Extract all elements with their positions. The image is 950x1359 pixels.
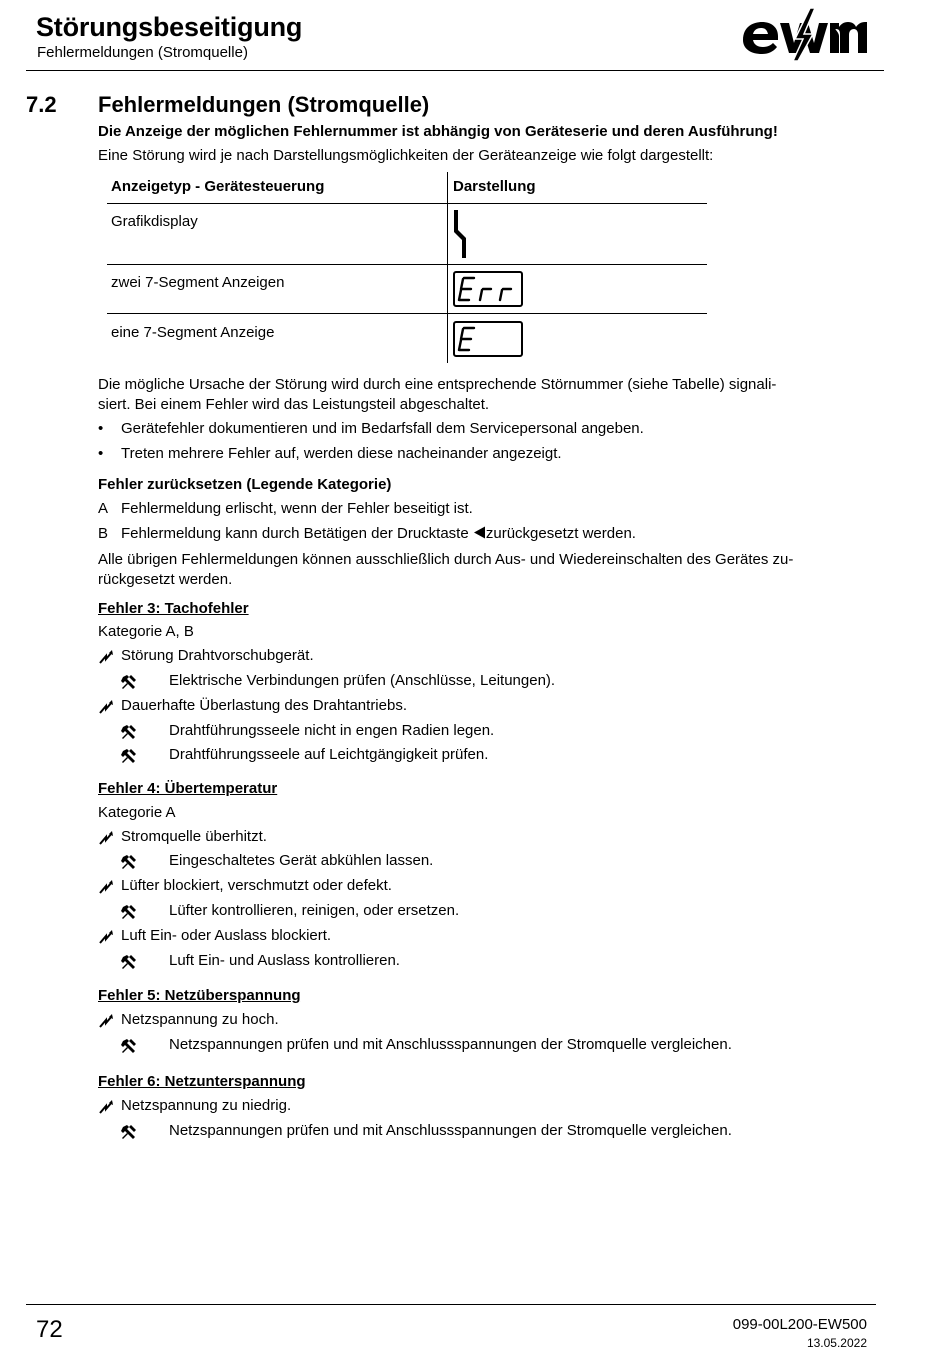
bullet-item: Treten mehrere Fehler auf, werden diese nacheinander angezeigt. [121,445,562,462]
fault-lightning-icon [98,1099,114,1115]
ewm-logo [740,6,868,62]
cause-paragraph-line2: siert. Bei einem Fehler wird das Leistungsteil abgeschaltet. [98,396,490,413]
document-date: 13.05.2022 [806,1336,867,1350]
intro-line: Eine Störung wird je nach Darstellungsmöglichkeiten der Geräteanzeige wie folgt dargestellt: [98,147,714,164]
seven-segment-e-glyph [455,323,521,355]
reset-letter: A [98,500,109,517]
header-title: Störungsbeseitigung [36,12,303,42]
seven-segment-err-display [453,271,523,307]
error-title: Fehler 6: Netzunterspannung [98,1073,306,1090]
fault-lightning-icon [98,929,114,945]
tool-wrench-icon [121,748,137,764]
cause-text: Luft Ein- oder Auslass blockiert. [121,927,332,944]
tool-wrench-icon [121,854,137,870]
cause-text: Netzspannung zu niedrig. [121,1097,292,1114]
fault-lightning-icon [98,879,114,895]
error-title: Fehler 4: Übertemperatur [98,780,278,797]
reset-heading: Fehler zurücksetzen (Legende Kategorie) [98,476,392,493]
cause-text: Dauerhafte Überlastung des Drahtantriebs. [121,697,407,714]
fix-text: Eingeschaltetes Gerät abkühlen lassen. [169,852,434,869]
error-category: Kategorie A [98,804,176,821]
document-code: 099-00L200-EW500 [732,1316,867,1333]
error-title: Fehler 3: Tachofehler [98,600,249,617]
tool-wrench-icon [121,724,137,740]
section-number: 7.2 [26,92,57,117]
table-header-display: Darstellung [453,178,536,195]
page-number: 72 [36,1316,63,1343]
tool-wrench-icon [121,1124,137,1140]
header-divider [26,70,884,71]
cause-text: Netzspannung zu hoch. [121,1011,279,1028]
fix-text: Lüfter kontrollieren, reinigen, oder ersetzen. [169,902,460,919]
cause-paragraph-line1: Die mögliche Ursache der Störung wird durch eine entsprechende Störnummer (siehe Tabelle) signali- [98,376,777,393]
table-row-type: zwei 7-Segment Anzeigen [111,274,285,291]
fix-text: Drahtführungsseele auf Leichtgängigkeit prüfen. [169,746,489,763]
table-row-type: Grafikdisplay [111,213,198,230]
left-arrow-button-icon [473,526,486,539]
fix-text: Netzspannungen prüfen und mit Anschlussspannungen der Stromquelle vergleichen. [169,1036,732,1053]
fix-text: Luft Ein- und Auslass kontrollieren. [169,952,400,969]
seven-segment-err-glyphs [455,273,521,305]
section-title: Fehlermeldungen (Stromquelle) [98,92,430,117]
reset-note-line1: Alle übrigen Fehlermeldungen können ausschließlich durch Aus- und Wiedereinschalten des Gerätes zu- [98,551,794,568]
tool-wrench-icon [121,954,137,970]
tool-wrench-icon [121,1038,137,1054]
cause-text: Stromquelle überhitzt. [121,828,267,845]
tool-wrench-icon [121,904,137,920]
table-row-rule [107,264,707,265]
fault-lightning-icon [98,699,114,715]
fault-lightning-icon [98,830,114,846]
fix-text: Elektrische Verbindungen prüfen (Anschlüsse, Leitungen). [169,672,556,689]
intro-bold-line: Die Anzeige der möglichen Fehlernummer ist abhängig von Geräteserie und deren Ausführung! [98,123,778,140]
fault-lightning-icon [98,1013,114,1029]
tool-wrench-icon [121,674,137,690]
graphic-fault-icon [453,210,469,258]
bullet-item: Gerätefehler dokumentieren und im Bedarfsfall dem Servicepersonal angeben. [121,420,644,437]
seven-segment-e-display [453,321,523,357]
reset-letter: B [98,525,109,542]
fix-text: Drahtführungsseele nicht in engen Radien legen. [169,722,495,739]
fault-lightning-icon [98,649,114,665]
bullet-dot: • [98,445,104,462]
bullet-dot: • [98,420,104,437]
reset-item-text-after: zurückgesetzt werden. [485,525,636,542]
footer-divider [26,1304,876,1305]
cause-text: Störung Drahtvorschubgerät. [121,647,314,664]
header-subtitle: Fehlermeldungen (Stromquelle) [37,44,248,61]
table-header-type: Anzeigetyp - Gerätesteuerung [111,178,325,195]
error-title: Fehler 5: Netzüberspannung [98,987,301,1004]
table-column-divider [447,172,448,363]
fix-text: Netzspannungen prüfen und mit Anschlussspannungen der Stromquelle vergleichen. [169,1122,732,1139]
table-header-rule [107,203,707,204]
reset-item-text: Fehlermeldung erlischt, wenn der Fehler beseitigt ist. [121,500,473,517]
reset-note-line2: rückgesetzt werden. [98,571,233,588]
error-category: Kategorie A, B [98,623,194,640]
reset-item-text-before: Fehlermeldung kann durch Betätigen der Drucktaste [121,525,469,542]
table-row-type: eine 7-Segment Anzeige [111,324,275,341]
display-type-table [107,172,707,363]
reset-item-text [121,525,636,542]
cause-text: Lüfter blockiert, verschmutzt oder defekt. [121,877,392,894]
table-row-rule [107,313,707,314]
